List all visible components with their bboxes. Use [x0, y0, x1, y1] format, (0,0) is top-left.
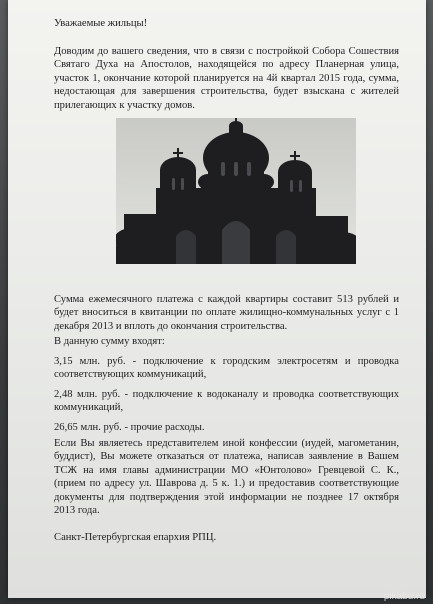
other-confession-paragraph: Если Вы являетесь представителем иной конфессии (иудей, магометанин, буддист), Вы можете отказаться от платежа, написав заявление в Вашем ТСЖ на имя главы администрации МО «Юнтолово» Гревцевой С. К., (прием по адресу ул. Шаврова д. 5 к. 1.) и предоставив соответствующие документы для подтверждения этой информации не позднее 17 октября 2013 года.	[54, 438, 399, 517]
cathedral-illustration	[116, 118, 356, 264]
signature-line: Санкт-Петербургская епархия РПЦ.	[54, 532, 217, 543]
includes-heading: В данную сумму входят:	[54, 336, 165, 347]
cathedral-photo	[116, 118, 356, 264]
watermark-text: pikabu.ru	[383, 591, 425, 602]
payment-paragraph: Сумма ежемесячного платежа с каждой квартиры составит 513 рублей и будет вноситься в квитанции по оплате жилищно-коммунальных услуг с 1 декабря 2013 и вплоть до окончания строительства.	[54, 294, 399, 332]
intro-paragraph: Доводим до вашего сведения, что в связи с постройкой Собора Сошествия Святаго Духа на Апостолов, находящейся по адресу Планерная улица, участок 1, окончание которой планируется на 4й квартал 2015 года, сумма, недостающая для завершения строительства, будет взыскана с жителей прилегающих к участку домов.	[54, 46, 399, 111]
cost-item-electricity: 3,15 млн. руб. - подключение к городским электросетям и проводка соответствующих коммуникаций,	[54, 356, 399, 381]
greeting-heading: Уважаемые жильцы!	[54, 18, 148, 29]
cost-item-water: 2,48 млн. руб. - подключение к водоканалу и проводка соответствующих коммуникаций,	[54, 389, 399, 414]
cost-item-other: 26,65 млн. руб. - прочие расходы.	[54, 422, 205, 433]
